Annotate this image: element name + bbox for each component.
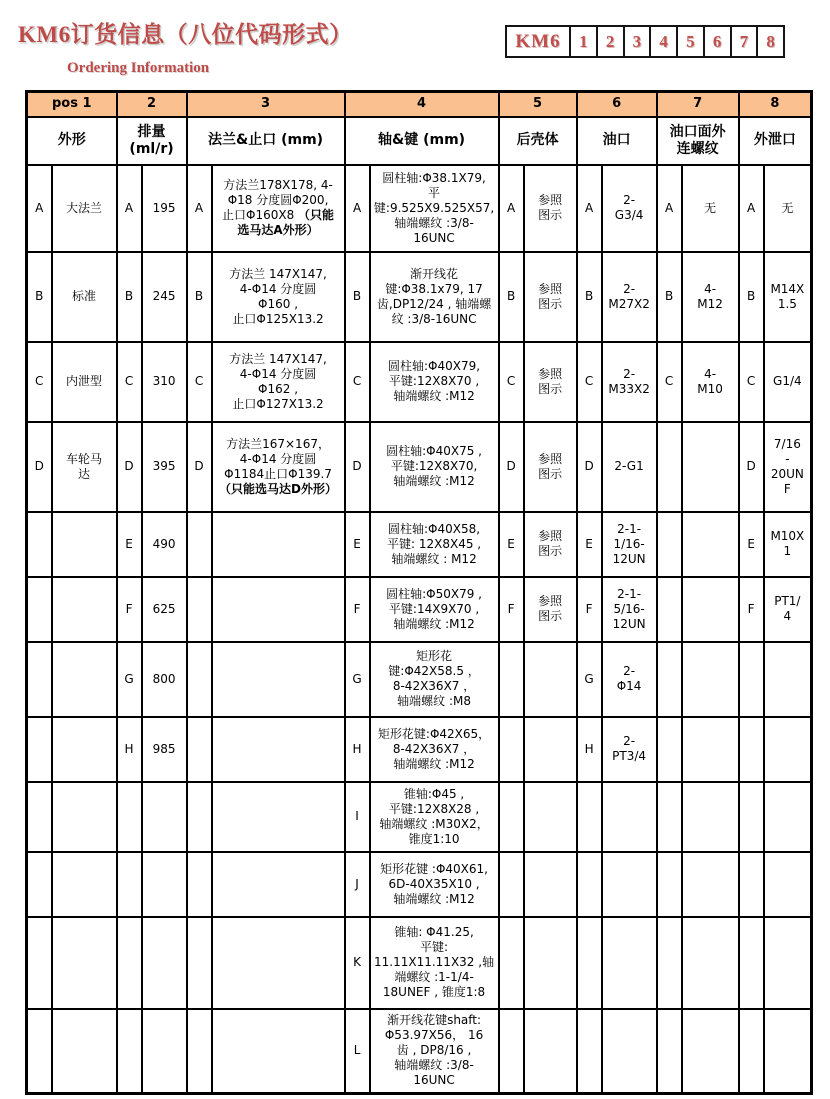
code-digit-cell: 3 (623, 27, 650, 56)
row-letter-cell: A (117, 165, 142, 252)
row-content-cell (142, 717, 187, 782)
row-content-cell (142, 165, 187, 252)
row-letter-cell: C (117, 342, 142, 422)
row-letter-cell: B (657, 252, 682, 342)
row-letter-cell (27, 1009, 52, 1094)
row-content-cell (524, 252, 577, 342)
row-letter-cell (117, 1009, 142, 1094)
row-content-cell (524, 917, 577, 1009)
row-letter-cell: F (499, 577, 524, 642)
code-digit-cell: 6 (703, 27, 730, 56)
cell-text: 参照 图示 (538, 366, 563, 396)
cell-text: 参照 图示 (538, 594, 563, 623)
cell-text: 矩形花键:Φ42X65， 8-42X36X7 ， 轴端螺纹 :M12 (377, 726, 491, 771)
code-digit-cell: 4 (649, 27, 676, 56)
row-content-cell (682, 512, 739, 577)
row-content-cell (212, 917, 345, 1009)
row-content-cell (764, 252, 812, 342)
row-letter-cell (657, 917, 682, 1009)
row-letter-cell: A (27, 165, 52, 252)
pos-header-row (27, 92, 812, 117)
row-letter-cell: F (739, 577, 764, 642)
row-letter-cell: G (117, 642, 142, 717)
row-content-cell (682, 782, 739, 852)
cell-text: 2- PT3/4 (612, 734, 647, 763)
row-content-cell (370, 252, 499, 342)
row-letter-cell: D (499, 422, 524, 512)
row-letter-cell: B (187, 252, 212, 342)
row-content-cell (142, 577, 187, 642)
cell-text: 2-1- 5/16- 12UN (612, 586, 646, 631)
pos-header-cell: pos 1 (27, 92, 117, 117)
cell-text: 625 (152, 601, 176, 616)
cell-text: 方法兰178X178, 4- Φ18 分度圆Φ200, 止口Φ160X8 (222, 178, 333, 222)
row-content-cell (764, 422, 812, 512)
row-letter-cell (27, 642, 52, 717)
row-content-cell (524, 782, 577, 852)
row-content-cell (682, 717, 739, 782)
row-content-cell (602, 577, 657, 642)
row-content-cell (682, 1009, 739, 1094)
row-content-cell (52, 422, 117, 512)
cell-text: 圆柱轴:Φ38.1X79, 平 键:9.525X9.525X57, 轴端螺纹 :3/8- 16UNC (373, 170, 495, 245)
row-letter-cell (27, 577, 52, 642)
row-letter-cell: C (739, 342, 764, 422)
cell-text: 大法兰 (66, 200, 103, 215)
row-content-cell (142, 512, 187, 577)
row-letter-cell: B (499, 252, 524, 342)
row-content-cell (764, 1009, 812, 1094)
row-content-cell (764, 642, 812, 717)
row-letter-cell: D (345, 422, 370, 512)
row-letter-cell (27, 852, 52, 917)
row-content-cell (52, 512, 117, 577)
row-letter-cell: G (345, 642, 370, 717)
cell-text: 渐开线花 键:Φ38.1x79, 17 齿,DP12/24 , 轴端螺 纹 :3/8-16UNC (376, 266, 492, 326)
row-content-cell (212, 512, 345, 577)
column-header-cell: 油口面外 连螺纹 (657, 117, 739, 165)
row-content-cell (142, 642, 187, 717)
row-letter-cell (739, 852, 764, 917)
row-letter-cell (499, 852, 524, 917)
column-header-row (27, 117, 812, 165)
row-content-cell (602, 342, 657, 422)
ordering-table (25, 90, 813, 1095)
row-content-cell (524, 717, 577, 782)
row-letter-cell: F (577, 577, 602, 642)
row-letter-cell: A (499, 165, 524, 252)
row-letter-cell (499, 782, 524, 852)
row-content-cell (764, 917, 812, 1009)
row-content-cell (682, 642, 739, 717)
row-content-cell (602, 422, 657, 512)
cell-text: 800 (152, 671, 176, 686)
row-content-cell (212, 342, 345, 422)
cell-text: 2- G3/4 (614, 193, 644, 222)
row-content-cell (142, 252, 187, 342)
cell-text: 395 (152, 459, 176, 473)
row-content-cell (602, 717, 657, 782)
cell-text: 参照 图示 (538, 281, 563, 311)
row-letter-cell (577, 917, 602, 1009)
row-content-cell (370, 852, 499, 917)
pos-header-cell: 4 (345, 92, 499, 117)
row-letter-cell (739, 642, 764, 717)
cell-text: M10X 1 (770, 529, 805, 558)
row-content-cell (682, 252, 739, 342)
row-content-cell (764, 852, 812, 917)
row-content-cell (682, 422, 739, 512)
row-letter-cell (739, 1009, 764, 1094)
row-content-cell (212, 252, 345, 342)
cell-text: 方法兰 147X147, 4-Φ14 分度圆 Φ162 , 止口Φ127X13.2 (229, 351, 327, 411)
row-content-cell (764, 782, 812, 852)
row-content-cell (602, 782, 657, 852)
table-row (27, 512, 812, 577)
row-letter-cell: F (117, 577, 142, 642)
cell-text: 锥轴: Φ41.25, 平键: 11.11X11.11X32 ,轴 端螺纹 :1-1/4- 18UNEF , 锥度1:8 (374, 925, 495, 999)
row-letter-cell: F (345, 577, 370, 642)
row-content-cell (602, 512, 657, 577)
row-letter-cell (657, 642, 682, 717)
row-letter-cell: D (577, 422, 602, 512)
row-letter-cell (657, 717, 682, 782)
row-letter-cell: L (345, 1009, 370, 1094)
code-box (505, 25, 785, 58)
pos-header-cell: 3 (187, 92, 345, 117)
row-letter-cell: G (577, 642, 602, 717)
row-letter-cell: C (657, 342, 682, 422)
cell-text: 4- M10 (697, 366, 723, 396)
row-letter-cell (577, 782, 602, 852)
cell-text: 2-G1 (614, 459, 644, 473)
row-content-cell (602, 1009, 657, 1094)
row-content-cell (764, 165, 812, 252)
pos-header-cell: 2 (117, 92, 187, 117)
column-header-cell: 油口 (577, 117, 657, 165)
row-letter-cell: H (577, 717, 602, 782)
row-letter-cell: D (187, 422, 212, 512)
row-letter-cell (499, 917, 524, 1009)
row-letter-cell (187, 642, 212, 717)
row-content-cell (764, 342, 812, 422)
row-letter-cell: A (577, 165, 602, 252)
row-content-cell (682, 917, 739, 1009)
row-content-cell (764, 717, 812, 782)
row-content-cell (212, 422, 345, 512)
row-letter-cell (27, 917, 52, 1009)
row-letter-cell: C (345, 342, 370, 422)
cell-text: 490 (152, 536, 176, 551)
row-content-cell (524, 1009, 577, 1094)
row-letter-cell (657, 782, 682, 852)
row-letter-cell (187, 577, 212, 642)
column-header-cell: 法兰&止口 (mm) (187, 117, 345, 165)
column-header-cell: 外泄口 (739, 117, 812, 165)
page-subtitle: Ordering Information (67, 60, 210, 76)
row-letter-cell (499, 1009, 524, 1094)
cell-text: 矩形花 键:Φ42X58.5 ， 8-42X36X7 ， 轴端螺纹 :M8 (388, 649, 480, 708)
row-letter-cell (187, 782, 212, 852)
row-content-cell (52, 1009, 117, 1094)
row-content-cell (524, 165, 577, 252)
row-content-cell (212, 852, 345, 917)
cell-text: 4- M12 (697, 281, 723, 311)
row-letter-cell: B (27, 252, 52, 342)
row-letter-cell: E (117, 512, 142, 577)
row-content-cell (370, 917, 499, 1009)
cell-text: 7/16 - 20UN F (770, 436, 804, 496)
cell-text: 圆柱轴:Φ50X79 , 平键:14X9X70 , 轴端螺纹 :M12 (386, 586, 482, 631)
code-digit-cell: 2 (596, 27, 623, 56)
code-digit-cell: 8 (756, 27, 783, 56)
row-letter-cell: E (345, 512, 370, 577)
code-digit-cell: 7 (730, 27, 757, 56)
cell-text: 310 (152, 374, 176, 388)
column-header-cell: 轴&键 (mm) (345, 117, 499, 165)
row-letter-cell: A (657, 165, 682, 252)
row-letter-cell: B (739, 252, 764, 342)
row-letter-cell: A (739, 165, 764, 252)
row-content-cell (602, 165, 657, 252)
row-content-cell (142, 422, 187, 512)
row-content-cell (682, 342, 739, 422)
code-digit-cell: 1 (569, 27, 596, 56)
row-content-cell (142, 852, 187, 917)
cell-text: 标准 (72, 289, 97, 303)
cell-text: 车轮马 达 (66, 451, 103, 481)
row-letter-cell (739, 717, 764, 782)
row-letter-cell (27, 782, 52, 852)
row-letter-cell: B (345, 252, 370, 342)
row-content-cell (52, 717, 117, 782)
row-letter-cell (187, 852, 212, 917)
row-content-cell (524, 642, 577, 717)
pos-header-cell: 5 (499, 92, 577, 117)
row-content-cell (142, 1009, 187, 1094)
row-letter-cell (187, 1009, 212, 1094)
cell-text: 2- M33X2 (608, 366, 650, 396)
row-letter-cell (27, 512, 52, 577)
table-row (27, 852, 812, 917)
cell-text: 无 (704, 200, 717, 215)
cell-text: 内泄型 (66, 374, 103, 388)
cell-text: 圆柱轴:Φ40X58, 平键: 12X8X45 , 轴端螺纹 : M12 (387, 521, 482, 566)
table-row (27, 782, 812, 852)
row-content-cell (524, 342, 577, 422)
row-letter-cell: I (345, 782, 370, 852)
row-content-cell (524, 422, 577, 512)
row-content-cell (52, 577, 117, 642)
row-content-cell (370, 422, 499, 512)
row-content-cell (602, 852, 657, 917)
row-letter-cell: A (187, 165, 212, 252)
row-content-cell (52, 252, 117, 342)
row-content-cell (682, 165, 739, 252)
table-row (27, 917, 812, 1009)
row-letter-cell (187, 512, 212, 577)
row-content-cell (764, 512, 812, 577)
cell-text: 无 (781, 200, 794, 215)
cell-text: G1/4 (773, 374, 802, 388)
cell-text: 渐开线花键shaft: Φ53.97X56， 16 齿 , DP8/16 , 轴端螺纹 :3/8- 16UNC (384, 1013, 484, 1088)
row-content-cell (602, 917, 657, 1009)
table-row (27, 342, 812, 422)
row-letter-cell (577, 1009, 602, 1094)
row-letter-cell: C (577, 342, 602, 422)
row-letter-cell: D (27, 422, 52, 512)
row-content-cell (212, 782, 345, 852)
code-digit-cell: 5 (676, 27, 703, 56)
table-row (27, 1009, 812, 1094)
cell-text: 方法兰 147X147, 4-Φ14 分度圆 Φ160 , 止口Φ125X13.2 (229, 266, 327, 326)
row-content-cell (682, 852, 739, 917)
row-content-cell (52, 642, 117, 717)
table-row (27, 252, 812, 342)
row-letter-cell (187, 917, 212, 1009)
cell-text: 参照 图示 (538, 451, 563, 481)
row-letter-cell (657, 1009, 682, 1094)
row-letter-cell: B (577, 252, 602, 342)
row-content-cell (602, 252, 657, 342)
row-content-cell (142, 917, 187, 1009)
cell-bold-text: （只能选马达D外形） (219, 481, 338, 496)
pos-header-cell: 7 (657, 92, 739, 117)
cell-text: 2- Φ14 (616, 664, 642, 693)
row-content-cell (52, 165, 117, 252)
page-title: KM6订货信息（八位代码形式） (18, 22, 353, 47)
row-letter-cell: J (345, 852, 370, 917)
cell-text: 方法兰167×167， 4-Φ14 分度圆 Φ1184止口Φ139.7 (224, 436, 332, 481)
row-content-cell (52, 852, 117, 917)
row-letter-cell: D (739, 422, 764, 512)
cell-text: M14X 1.5 (770, 281, 805, 311)
row-content-cell (524, 852, 577, 917)
row-letter-cell (117, 782, 142, 852)
row-content-cell (212, 577, 345, 642)
row-content-cell (212, 1009, 345, 1094)
row-content-cell (524, 512, 577, 577)
row-letter-cell: E (577, 512, 602, 577)
table-row (27, 165, 812, 252)
cell-text: 圆柱轴:Φ40X79, 平键:12X8X70 , 轴端螺纹 :M12 (388, 359, 481, 403)
cell-text: 参照 图示 (538, 529, 563, 558)
cell-text: 参照 图示 (538, 193, 563, 222)
row-letter-cell: A (345, 165, 370, 252)
cell-text: PT1/ 4 (774, 594, 801, 623)
cell-text: 195 (152, 200, 176, 215)
row-letter-cell: C (27, 342, 52, 422)
column-header-cell: 后壳体 (499, 117, 577, 165)
cell-text: 245 (152, 289, 176, 303)
row-letter-cell: D (117, 422, 142, 512)
cell-text: 2- M27X2 (608, 281, 650, 311)
row-content-cell (370, 642, 499, 717)
row-content-cell (370, 717, 499, 782)
table-row (27, 422, 812, 512)
row-content-cell (52, 782, 117, 852)
row-content-cell (370, 342, 499, 422)
cell-bold-text: （只能 选马达A外形） (237, 208, 335, 237)
row-letter-cell: E (499, 512, 524, 577)
row-letter-cell: K (345, 917, 370, 1009)
row-letter-cell (657, 422, 682, 512)
row-content-cell (212, 717, 345, 782)
row-letter-cell (117, 852, 142, 917)
pos-header-cell: 6 (577, 92, 657, 117)
row-letter-cell: C (499, 342, 524, 422)
cell-text: 矩形花键 :Φ40X61, 6D-40X35X10 , 轴端螺纹 :M12 (380, 861, 488, 906)
row-letter-cell (117, 917, 142, 1009)
table-row (27, 577, 812, 642)
row-content-cell (370, 577, 499, 642)
row-letter-cell (27, 717, 52, 782)
row-content-cell (142, 342, 187, 422)
cell-text: 锥轴:Φ45 , 平键:12X8X28 , 轴端螺纹 :M30X2， 锥度1:10 (379, 786, 489, 846)
row-content-cell (142, 782, 187, 852)
column-header-cell: 外形 (27, 117, 117, 165)
row-letter-cell: C (187, 342, 212, 422)
row-letter-cell (187, 717, 212, 782)
row-content-cell (52, 342, 117, 422)
row-content-cell (602, 642, 657, 717)
table-row (27, 717, 812, 782)
row-content-cell (370, 165, 499, 252)
code-prefix-cell: KM6 (515, 30, 561, 52)
row-letter-cell: E (739, 512, 764, 577)
row-content-cell (212, 165, 345, 252)
row-letter-cell: H (117, 717, 142, 782)
table-row (27, 642, 812, 717)
row-letter-cell (739, 917, 764, 1009)
row-content-cell (370, 782, 499, 852)
row-content-cell (370, 1009, 499, 1094)
row-letter-cell (657, 512, 682, 577)
row-content-cell (370, 512, 499, 577)
row-letter-cell (577, 852, 602, 917)
row-letter-cell (739, 782, 764, 852)
row-letter-cell: H (345, 717, 370, 782)
row-content-cell (764, 577, 812, 642)
row-letter-cell: B (117, 252, 142, 342)
cell-text: 985 (152, 741, 176, 756)
row-letter-cell (499, 717, 524, 782)
pos-header-cell: 8 (739, 92, 812, 117)
row-content-cell (682, 577, 739, 642)
row-letter-cell (657, 852, 682, 917)
cell-text: 2-1- 1/16- 12UN (612, 521, 646, 566)
row-content-cell (524, 577, 577, 642)
row-letter-cell (499, 642, 524, 717)
row-letter-cell (657, 577, 682, 642)
row-content-cell (212, 642, 345, 717)
row-content-cell (52, 917, 117, 1009)
cell-text: 圆柱轴:Φ40X75 , 平键:12X8X70, 轴端螺纹 :M12 (386, 444, 482, 488)
column-header-cell: 排量 (ml/r) (117, 117, 187, 165)
